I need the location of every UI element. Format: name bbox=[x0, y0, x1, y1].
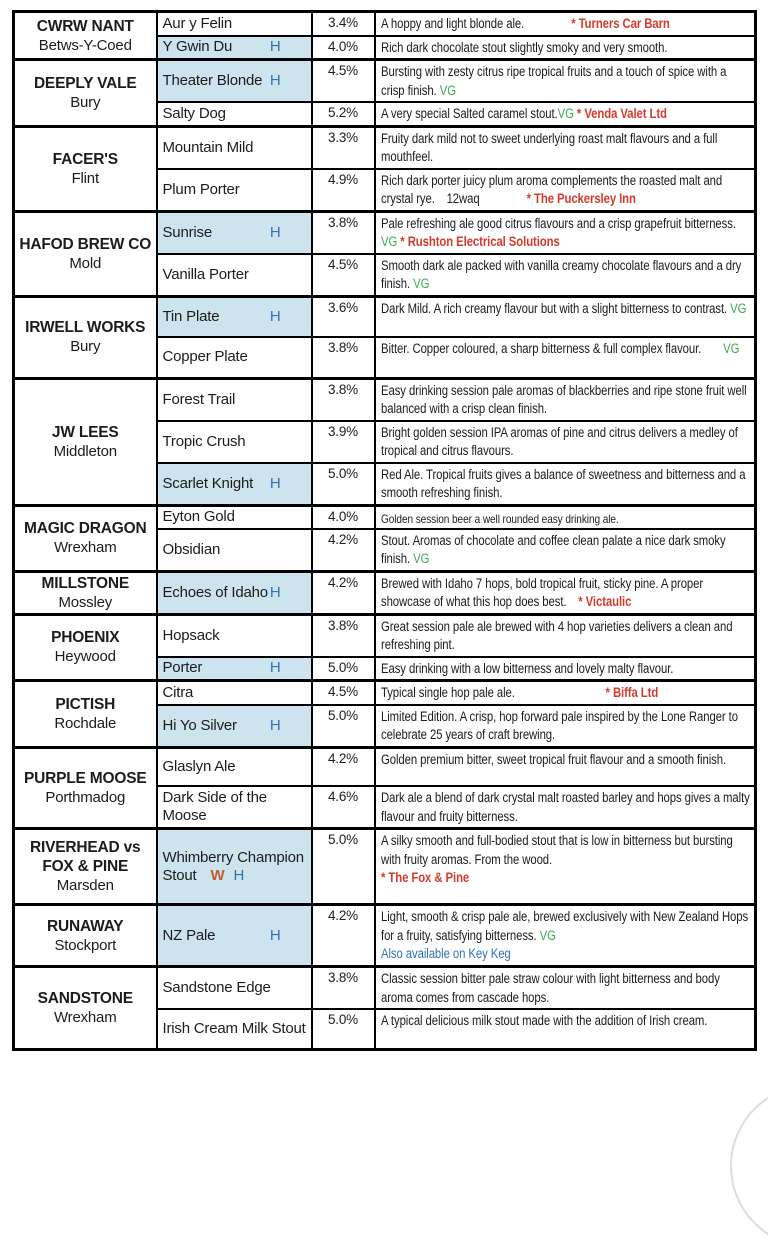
vegan-badge: VG bbox=[729, 300, 746, 316]
brewery-name: JW LEES bbox=[51, 423, 119, 441]
beer-name: Dark Side of the Moose bbox=[162, 789, 267, 824]
beer-name: Eyton Gold bbox=[162, 508, 235, 525]
brewery-location: Heywood bbox=[54, 648, 116, 666]
brewery-name: SANDSTONE bbox=[37, 989, 133, 1007]
sponsor-text: * Venda Valet Ltd bbox=[576, 106, 667, 121]
brewery-name: HAFOD BREW CO bbox=[19, 235, 152, 253]
beer-description: Rich dark porter juicy plum aroma complements the roasted malt and crystal rye. bbox=[380, 172, 722, 206]
abv-cell: 3.8% bbox=[312, 211, 375, 254]
beer-name: Echoes of Idaho bbox=[162, 583, 268, 601]
brewery-cell bbox=[14, 614, 157, 681]
beer-name-cell bbox=[157, 296, 312, 337]
abv-cell: 3.3% bbox=[312, 126, 375, 169]
table-row bbox=[14, 905, 756, 967]
description-cell bbox=[375, 211, 756, 254]
abv-cell: 4.5% bbox=[312, 681, 375, 705]
description-cell bbox=[375, 254, 756, 297]
beer-name: Copper Plate bbox=[162, 348, 248, 366]
description-cell bbox=[375, 529, 756, 572]
brewery-location: Betws-Y-Coed bbox=[38, 36, 132, 54]
table-row bbox=[14, 967, 756, 1010]
beer-name-cell bbox=[157, 211, 312, 254]
brewery-cell bbox=[14, 747, 157, 829]
abv-cell: 4.9% bbox=[312, 169, 375, 212]
brewery-location: Flint bbox=[71, 169, 99, 187]
wood-marker: W bbox=[210, 866, 225, 884]
abv-cell: 3.4% bbox=[312, 12, 375, 36]
abv-cell: 3.9% bbox=[312, 421, 375, 463]
beer-description: Fruity dark mild not to sweet underlying roast malt flavours and a full mouthfeel. bbox=[380, 130, 717, 164]
sponsor-text: * Rushton Electrical Solutions bbox=[399, 234, 560, 249]
beer-name-cell bbox=[157, 529, 312, 572]
beer-name-cell bbox=[157, 614, 312, 657]
description-cell bbox=[375, 60, 756, 103]
beer-name-cell bbox=[157, 378, 312, 421]
description-cell bbox=[375, 337, 756, 378]
table-row bbox=[14, 296, 756, 337]
vegan-badge: VG bbox=[380, 234, 397, 249]
brewery-cell bbox=[14, 905, 157, 967]
beer-name: Citra bbox=[162, 683, 194, 701]
description-cell bbox=[375, 421, 756, 463]
beer-name: Mountain Mild bbox=[162, 138, 254, 156]
beer-description: Great session pale ale brewed with 4 hop varieties delivers a clean and refreshing pint. bbox=[380, 618, 732, 652]
beer-name-cell bbox=[157, 1009, 312, 1049]
table-row bbox=[14, 681, 756, 705]
sponsor-text: * Victaulic bbox=[577, 594, 631, 609]
page-curl-artifact bbox=[730, 1084, 768, 1248]
abv-cell: 4.2% bbox=[312, 905, 375, 967]
beer-name-cell bbox=[157, 657, 312, 681]
description-cell bbox=[375, 463, 756, 506]
description-cell bbox=[375, 505, 756, 529]
brewery-location: Middleton bbox=[53, 442, 117, 460]
brewery-name: PICTISH bbox=[55, 695, 116, 713]
description-cell bbox=[375, 1009, 756, 1049]
abv-cell: 4.2% bbox=[312, 529, 375, 572]
beer-description: A typical delicious milk stout made with the addition of Irish cream. bbox=[380, 1013, 707, 1028]
abv-cell: 3.6% bbox=[312, 296, 375, 337]
abv-cell: 3.8% bbox=[312, 967, 375, 1010]
beer-description: Limited Edition. A crisp, hop forward pale inspired by the Lone Ranger to celebrate 25 years of craft brewing. bbox=[380, 708, 738, 742]
beer-description: Golden premium bitter, sweet tropical fruit flavour and a smooth finish. bbox=[380, 751, 726, 767]
beer-description: Dark Mild. A rich creamy flavour but with a slight bitterness to contrast. bbox=[380, 300, 727, 316]
brewery-name: DEEPLY VALE Bury bbox=[33, 74, 137, 111]
brewery-name: FACER'S bbox=[52, 150, 118, 168]
beer-name: Sandstone Edge bbox=[162, 979, 271, 996]
beer-description: Easy drinking with a low bitterness and lovely malty flavour. bbox=[380, 660, 673, 676]
vegan-badge: VG bbox=[539, 927, 556, 943]
abv-cell: 3.8% bbox=[312, 614, 375, 657]
description-cell bbox=[375, 12, 756, 36]
beer-description: Smooth dark ale packed with vanilla creamy chocolate flavours and a dry finish. bbox=[380, 257, 741, 291]
table-row bbox=[14, 829, 756, 905]
brewery-cell bbox=[14, 211, 157, 296]
beer-name-cell bbox=[157, 786, 312, 829]
beer-name-cell bbox=[157, 705, 312, 748]
availability-note: Also available on Key Keg bbox=[380, 946, 511, 961]
description-cell bbox=[375, 571, 756, 614]
handpump-marker: H bbox=[269, 38, 281, 56]
abv-cell: 4.2% bbox=[312, 747, 375, 786]
beer-name-cell bbox=[157, 463, 312, 506]
beer-name-cell bbox=[157, 505, 312, 529]
brewery-name: MILLSTONE bbox=[41, 574, 129, 592]
beer-description: A silky smooth and full-bodied stout that is low in bitterness but bursting with fruity aromas. From the wood. bbox=[380, 833, 733, 867]
description-cell bbox=[375, 786, 756, 829]
beer-description: Red Ale. Tropical fruits gives a balance of sweetness and bitterness and a smooth refreshing finish. bbox=[380, 466, 745, 500]
brewery-name: CWRW NANT bbox=[36, 17, 134, 35]
description-cell bbox=[375, 36, 756, 60]
beer-description: Classic session bitter pale straw colour with light bitterness and body aroma comes from cascade hops. bbox=[380, 971, 720, 1005]
abv-cell: 5.2% bbox=[312, 102, 375, 126]
brewery-cell bbox=[14, 681, 157, 748]
brewery-location: Bury bbox=[70, 338, 101, 355]
extra-text: 12waq bbox=[446, 191, 480, 206]
vegan-badge: VG bbox=[557, 106, 574, 121]
description-cell bbox=[375, 681, 756, 705]
vegan-badge: VG bbox=[722, 341, 739, 356]
table-row bbox=[14, 378, 756, 421]
beer-name-cell bbox=[157, 12, 312, 36]
brewery-cell bbox=[14, 967, 157, 1050]
abv-cell: 5.0% bbox=[312, 705, 375, 748]
beer-name: Vanilla Porter bbox=[162, 265, 249, 283]
beer-name: Tin Plate bbox=[162, 307, 220, 325]
brewery-location: Rochdale bbox=[54, 714, 117, 732]
brewery-cell bbox=[14, 296, 157, 378]
table-row bbox=[14, 747, 756, 786]
beer-description: Typical single hop pale ale. bbox=[380, 685, 515, 700]
table-row bbox=[14, 126, 756, 169]
beer-description: Rich dark chocolate stout slightly smoky and very smooth. bbox=[380, 39, 667, 55]
beer-description: Bright golden session IPA aromas of pine and citrus delivers a medley of tropical and citrus flavours. bbox=[380, 424, 738, 458]
beer-description: Easy drinking session pale aromas of blackberries and ripe stone fruit well balanced with a crisp clean finish. bbox=[380, 382, 747, 416]
sponsor-text: * The Fox & Pine bbox=[380, 870, 469, 885]
beer-description: A very special Salted caramel stout. bbox=[380, 106, 558, 121]
beer-name: Scarlet Knight bbox=[162, 474, 254, 492]
handpump-marker: H bbox=[269, 72, 281, 89]
vegan-badge: VG bbox=[412, 276, 429, 291]
beer-name-cell bbox=[157, 36, 312, 60]
brewery-location: Bury bbox=[70, 93, 101, 111]
handpump-marker: H bbox=[269, 583, 281, 601]
vegan-badge: VG bbox=[412, 551, 429, 566]
brewery-location: Wrexham bbox=[53, 1008, 117, 1026]
beer-name: Hi Yo Silver bbox=[162, 716, 237, 734]
description-cell bbox=[375, 967, 756, 1010]
description-cell bbox=[375, 705, 756, 748]
beer-name: Irish Cream Milk Stout bbox=[162, 1019, 306, 1037]
description-cell bbox=[375, 126, 756, 169]
description-cell bbox=[375, 657, 756, 681]
beer-name: Tropic Crush bbox=[162, 432, 246, 450]
brewery-cell bbox=[14, 505, 157, 571]
beer-name: Plum Porter bbox=[162, 180, 240, 198]
table-row bbox=[14, 12, 756, 36]
brewery-cell bbox=[14, 12, 157, 60]
beer-name: Porter bbox=[162, 659, 203, 677]
beer-name: Sunrise bbox=[162, 223, 212, 241]
vegan-badge: VG bbox=[439, 82, 456, 98]
brewery-location: Wrexham bbox=[53, 539, 117, 556]
beer-name: Theater Blonde bbox=[162, 72, 263, 89]
description-cell bbox=[375, 102, 756, 126]
beer-name: Glaslyn Ale bbox=[162, 757, 236, 775]
beer-name-cell bbox=[157, 829, 312, 905]
handpump-marker: H bbox=[269, 659, 281, 677]
beer-name: Forest Trail bbox=[162, 390, 236, 408]
beer-name-cell bbox=[157, 905, 312, 967]
brewery-cell bbox=[14, 571, 157, 614]
abv-cell: 4.0% bbox=[312, 36, 375, 60]
beer-name-cell bbox=[157, 967, 312, 1010]
abv-cell: 3.8% bbox=[312, 378, 375, 421]
beer-description: A hoppy and light blonde ale. bbox=[380, 16, 524, 31]
brewery-location: Stockport bbox=[54, 936, 117, 954]
brewery-location: Porthmadog bbox=[45, 788, 126, 806]
beer-description: Pale refreshing ale good citrus flavours and a crisp grapefruit bitterness. bbox=[380, 215, 736, 231]
table-row bbox=[14, 211, 756, 254]
table-row bbox=[14, 505, 756, 529]
handpump-marker: H bbox=[269, 716, 281, 734]
brewery-cell bbox=[14, 60, 157, 127]
brewery-name: IRWELL WORKS bbox=[25, 319, 146, 336]
sponsor-text: * The Puckersley Inn bbox=[526, 191, 636, 206]
brewery-location: Mossley bbox=[58, 593, 113, 611]
description-cell bbox=[375, 905, 756, 967]
beer-name-cell bbox=[157, 60, 312, 103]
abv-cell: 4.0% bbox=[312, 505, 375, 529]
description-cell bbox=[375, 169, 756, 212]
handpump-marker: H bbox=[269, 926, 281, 944]
beer-name-cell bbox=[157, 254, 312, 297]
beer-name-cell bbox=[157, 337, 312, 378]
brewery-name: RUNAWAY bbox=[47, 917, 124, 935]
brewery-name: PURPLE MOOSE bbox=[24, 769, 147, 787]
description-cell bbox=[375, 296, 756, 337]
beer-description: Dark ale a blend of dark crystal malt roasted barley and hops gives a malty flavour and fruity bitterness. bbox=[380, 790, 750, 824]
beer-name-cell bbox=[157, 169, 312, 212]
beer-name-cell bbox=[157, 747, 312, 786]
description-cell bbox=[375, 829, 756, 905]
abv-cell: 5.0% bbox=[312, 1009, 375, 1049]
brewery-cell bbox=[14, 378, 157, 505]
beer-name: Obsidian bbox=[162, 540, 221, 558]
sponsor-text: * Turners Car Barn bbox=[570, 16, 670, 31]
brewery-location: Marsden bbox=[56, 877, 114, 894]
beer-name-cell bbox=[157, 681, 312, 705]
beer-name: NZ Pale bbox=[162, 926, 216, 944]
abv-cell: 5.0% bbox=[312, 829, 375, 905]
handpump-marker: H bbox=[269, 474, 281, 492]
beer-description: Light, smooth & crisp pale ale, brewed exclusively with New Zealand Hops for a fruity, satisfying bitterness. bbox=[380, 909, 748, 943]
handpump-marker: H bbox=[233, 866, 245, 884]
beer-name-cell bbox=[157, 571, 312, 614]
abv-cell: 4.6% bbox=[312, 786, 375, 829]
beer-name: Whimberry Champion Stout bbox=[162, 848, 304, 884]
abv-cell: 5.0% bbox=[312, 463, 375, 506]
brewery-cell bbox=[14, 126, 157, 211]
brewery-name: PHOENIX bbox=[51, 629, 120, 647]
beer-name: Hopsack bbox=[162, 626, 220, 644]
beer-name: Y Gwin Du bbox=[162, 38, 233, 56]
sponsor-text: * Biffa Ltd bbox=[605, 685, 658, 700]
description-cell bbox=[375, 614, 756, 657]
table-row bbox=[14, 571, 756, 614]
abv-cell: 3.8% bbox=[312, 337, 375, 378]
table-row bbox=[14, 60, 756, 103]
table-row bbox=[14, 614, 756, 657]
beer-description: Brewed with Idaho 7 hops, bold tropical fruit, sticky pine. A proper showcase of what this hop does best. bbox=[380, 575, 703, 609]
description-cell bbox=[375, 747, 756, 786]
beer-description: Golden session beer a well rounded easy drinking ale. bbox=[380, 511, 619, 526]
abv-cell: 5.0% bbox=[312, 657, 375, 681]
brewery-cell bbox=[14, 829, 157, 905]
brewery-location: Mold bbox=[69, 254, 102, 272]
brewery-name: RIVERHEAD vs FOX & PINE bbox=[30, 839, 141, 875]
description-cell bbox=[375, 378, 756, 421]
beer-description: Bursting with zesty citrus ripe tropical fruits and a touch of spice with a crisp finish. bbox=[380, 64, 726, 98]
beer-name: Salty Dog bbox=[162, 104, 226, 122]
beer-name-cell bbox=[157, 421, 312, 463]
abv-cell: 4.2% bbox=[312, 571, 375, 614]
beer-list-table bbox=[12, 10, 757, 1051]
beer-description: Stout. Aromas of chocolate and coffee clean palate a nice dark smoky finish. bbox=[380, 532, 726, 566]
beer-name-cell bbox=[157, 126, 312, 169]
handpump-marker: H bbox=[269, 223, 281, 241]
beer-name-cell bbox=[157, 102, 312, 126]
abv-cell: 4.5% bbox=[312, 60, 375, 103]
beer-name: Aur y Felin bbox=[162, 14, 232, 32]
brewery-name: MAGIC DRAGON bbox=[24, 520, 147, 537]
abv-cell: 4.5% bbox=[312, 254, 375, 297]
handpump-marker: H bbox=[269, 307, 281, 325]
beer-description: Bitter. Copper coloured, a sharp bitterness & full complex flavour. bbox=[380, 341, 701, 356]
